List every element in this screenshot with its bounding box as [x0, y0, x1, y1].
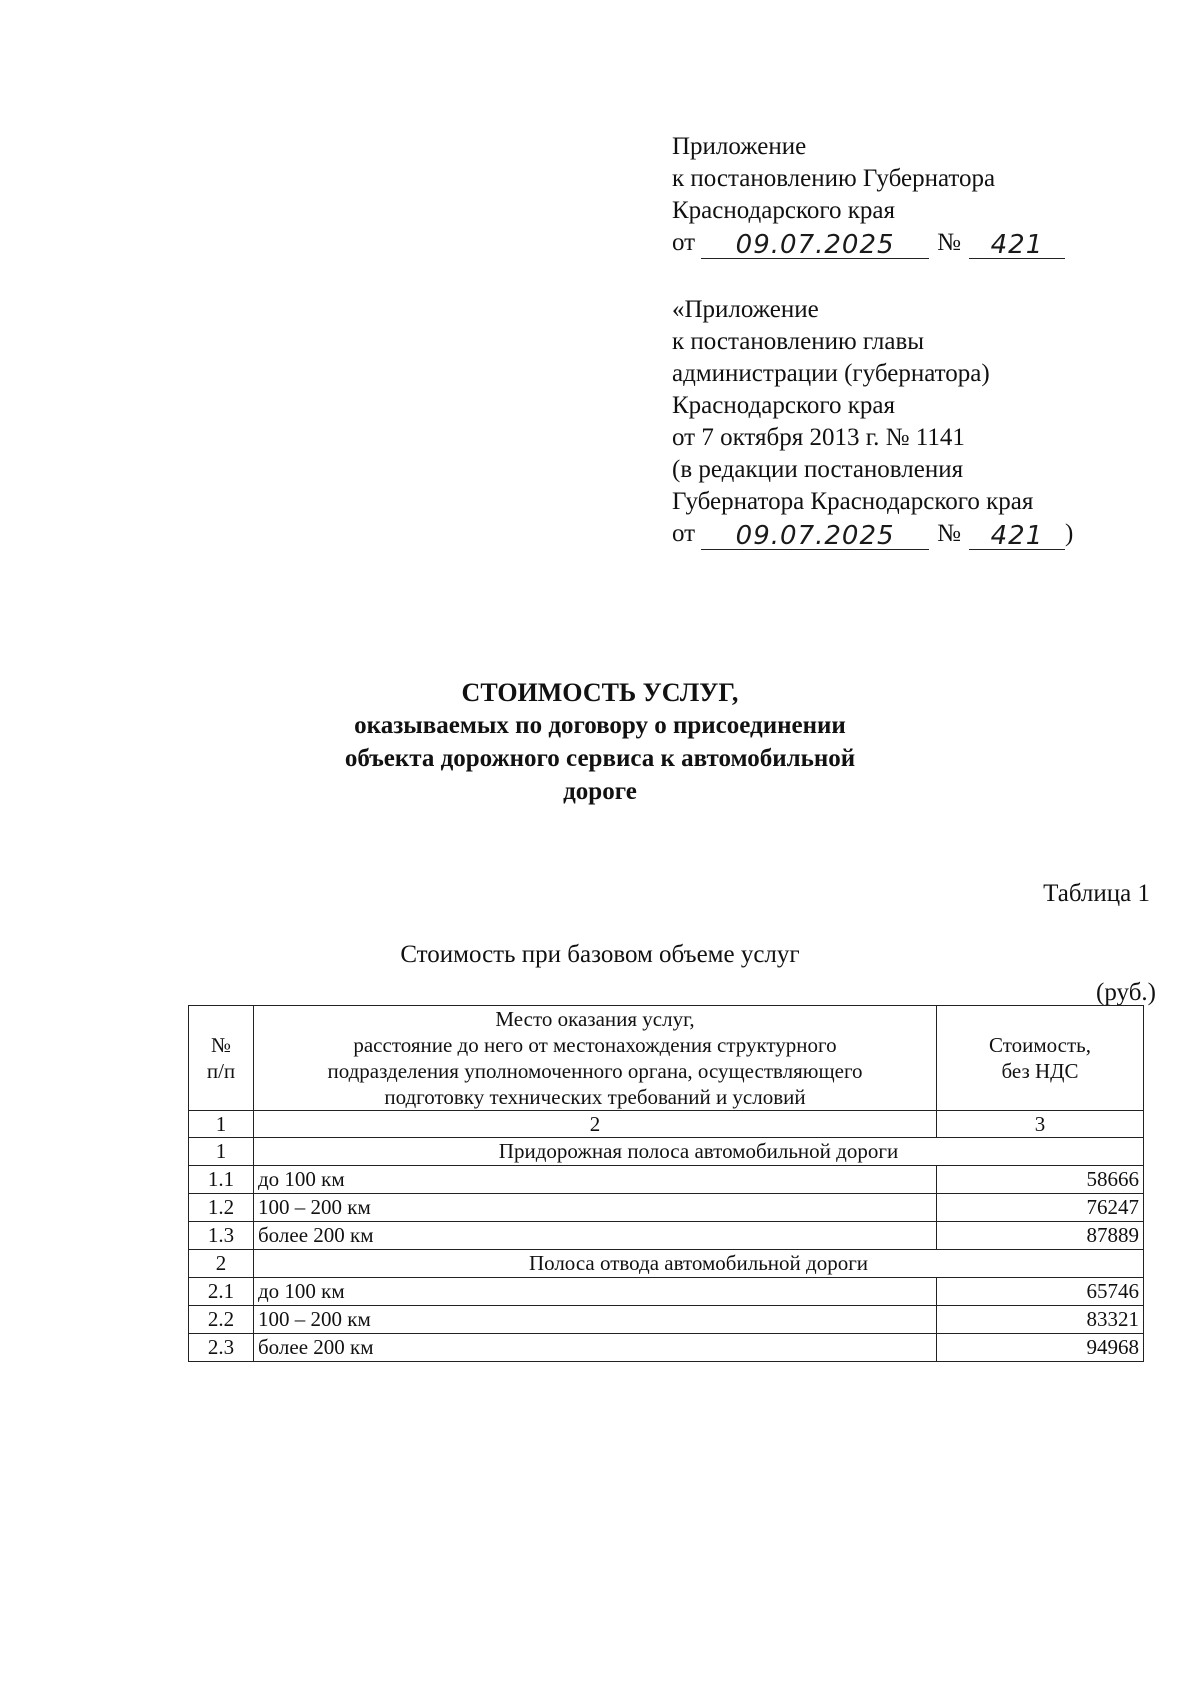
unit-label: (руб.) — [1096, 979, 1156, 1006]
appendix-line: «Приложение — [672, 296, 819, 323]
row-cost: 83321 — [937, 1306, 1144, 1334]
section-row — [189, 1250, 1144, 1278]
column-index: 2 — [254, 1111, 937, 1138]
document-title — [0, 676, 1200, 808]
row-number: 2.2 — [189, 1306, 254, 1334]
appendix-original — [672, 294, 1073, 550]
row-distance: более 200 км — [254, 1334, 937, 1362]
row-number: 2.3 — [189, 1334, 254, 1362]
header-number — [189, 1006, 254, 1111]
row-distance: более 200 км — [254, 1222, 937, 1250]
appendix-header — [672, 131, 1065, 259]
section-title: Полоса отвода автомобильной дороги — [254, 1250, 1144, 1278]
row-number: 1.3 — [189, 1222, 254, 1250]
table-label: Таблица 1 — [1043, 880, 1150, 907]
section-number: 2 — [189, 1250, 254, 1278]
cost-table — [188, 1005, 1144, 1362]
handwritten-number: 421 — [969, 523, 1065, 550]
row-cost: 76247 — [937, 1194, 1144, 1222]
ref-no-label: № — [937, 520, 961, 547]
table-row — [189, 1278, 1144, 1306]
row-distance: 100 – 200 км — [254, 1306, 937, 1334]
ref-no-label: № — [937, 229, 961, 256]
table-row — [189, 1194, 1144, 1222]
closing-parenthesis: ) — [1064, 520, 1074, 547]
row-cost: 58666 — [937, 1166, 1144, 1194]
table-row — [189, 1334, 1144, 1362]
appendix-reference — [672, 518, 1073, 550]
handwritten-date: 09.07.2025 — [701, 232, 929, 259]
header-text: расстояние до него от местонахождения структурного — [353, 1033, 837, 1057]
row-number: 2.1 — [189, 1278, 254, 1306]
row-number: 1.2 — [189, 1194, 254, 1222]
appendix-line: Губернатора Краснодарского края — [672, 488, 1034, 515]
table-caption: Стоимость при базовом объеме услуг — [400, 941, 800, 968]
row-distance: 100 – 200 км — [254, 1194, 937, 1222]
ref-prefix: от — [672, 520, 696, 547]
table-header-row — [189, 1006, 1144, 1111]
header-place — [254, 1006, 937, 1111]
appendix-line: от 7 октября 2013 г. № 1141 — [672, 424, 965, 451]
row-distance: до 100 км — [254, 1166, 937, 1194]
appendix-line: Приложение — [672, 133, 807, 160]
title-line: объекта дорожного сервиса к автомобильной — [344, 745, 856, 772]
appendix-line: к постановлению главы — [672, 328, 925, 355]
appendix-line: Краснодарского края — [672, 197, 895, 224]
section-title: Придорожная полоса автомобильной дороги — [254, 1138, 1144, 1166]
row-distance: до 100 км — [254, 1278, 937, 1306]
row-cost: 94968 — [937, 1334, 1144, 1362]
title-line: СТОИМОСТЬ УСЛУГ, — [461, 678, 739, 707]
title-line: дороге — [563, 778, 637, 805]
header-text: Место оказания услуг, — [495, 1007, 695, 1031]
header-text: подразделения уполномоченного органа, осуществляющего — [327, 1059, 863, 1083]
header-text: п/п — [206, 1059, 236, 1083]
header-cost — [937, 1006, 1144, 1111]
ref-prefix: от — [672, 229, 696, 256]
row-number: 1.1 — [189, 1166, 254, 1194]
table-row — [189, 1166, 1144, 1194]
column-index-row — [189, 1111, 1144, 1138]
header-text: подготовку технических требований и условий — [384, 1085, 806, 1109]
column-index: 3 — [937, 1111, 1144, 1138]
appendix-line: администрации (губернатора) — [672, 360, 990, 387]
handwritten-number: 421 — [969, 232, 1065, 259]
title-line: оказываемых по договору о присоединении — [354, 712, 846, 739]
appendix-line: Краснодарского края — [672, 392, 895, 419]
table-row — [189, 1306, 1144, 1334]
section-number: 1 — [189, 1138, 254, 1166]
appendix-line: к постановлению Губернатора — [672, 165, 996, 192]
appendix-line: (в редакции постановления — [672, 456, 964, 483]
header-text: без НДС — [1001, 1059, 1079, 1083]
header-text: № — [210, 1033, 232, 1057]
column-index: 1 — [189, 1111, 254, 1138]
header-text: Стоимость, — [988, 1033, 1091, 1057]
row-cost: 65746 — [937, 1278, 1144, 1306]
row-cost: 87889 — [937, 1222, 1144, 1250]
handwritten-date: 09.07.2025 — [701, 523, 929, 550]
appendix-reference — [672, 227, 1065, 259]
table-row — [189, 1222, 1144, 1250]
section-row — [189, 1138, 1144, 1166]
